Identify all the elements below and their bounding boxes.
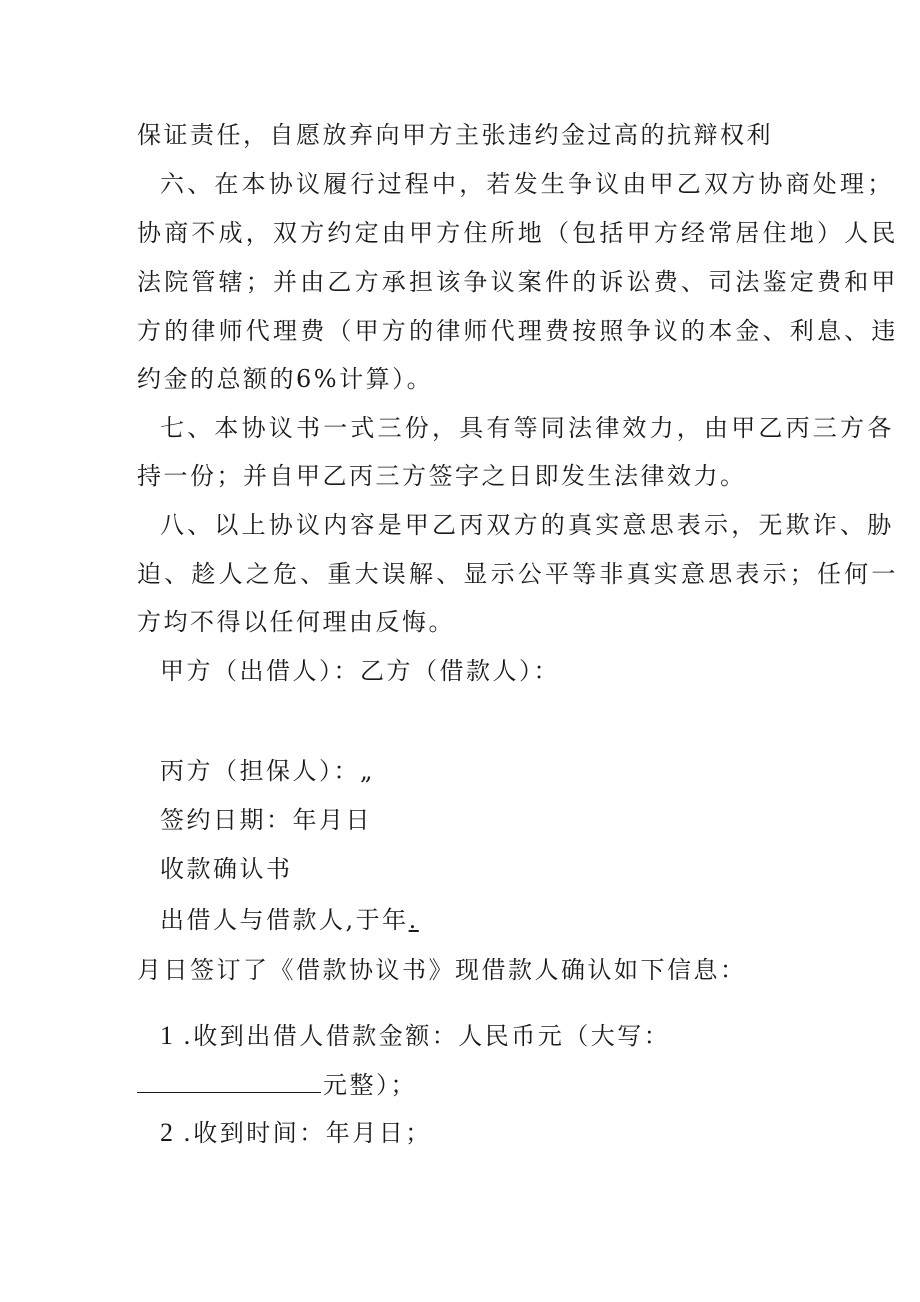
para6-line-4: 方的律师代理费（甲方的律师代理费按照争议的本金、利息、违 xyxy=(137,317,899,345)
para8-line-1: 八、以上协议内容是甲乙丙双方的真实意思表示，无欺诈、胁 xyxy=(160,511,895,539)
receipt-intro-mark: . xyxy=(408,906,419,934)
sign-date: 签约日期：年月日 xyxy=(160,806,372,834)
item-1-text: .收到出借人借款金额：人民币元（大写： xyxy=(183,1022,671,1050)
item-1-tail: 元整）； xyxy=(323,1071,417,1099)
item-1 xyxy=(160,1019,670,1053)
para6-line-3: 法院管辖；并由乙方承担该争议案件的诉讼费、司法鉴定费和甲 xyxy=(137,268,899,296)
para8-line-2: 迫、趁人之危、重大误解、显示公平等非真实意思表示；任何一 xyxy=(137,560,899,588)
receipt-intro-continued: 月日签订了《借款协议书》现借款人确认如下信息： xyxy=(137,956,747,984)
signature-party-c: 丙方（担保人）：„ xyxy=(160,757,375,785)
item-2 xyxy=(160,1116,432,1150)
item-2-text: .收到时间：年月日； xyxy=(183,1119,432,1147)
signature-party-ab: 甲方（出借人）：乙方（借款人）： xyxy=(160,657,560,685)
amount-blank-line xyxy=(137,1070,321,1093)
receipt-intro-main: 出借人与借款人,于年 xyxy=(160,906,409,934)
para6-line-2: 协商不成，双方约定由甲方住所地（包括甲方经常居住地）人民 xyxy=(137,219,899,247)
para5-tail: 保证责任，自愿放弃向甲方主张违约金过高的抗辩权利 xyxy=(137,121,773,149)
para6-line-1: 六、在本协议履行过程中，若发生争议由甲乙双方协商处理； xyxy=(160,170,895,198)
item-1-continued xyxy=(137,1068,417,1102)
item-1-number: 1 xyxy=(160,1021,173,1050)
receipt-title: 收款确认书 xyxy=(160,855,293,883)
item-2-number: 2 xyxy=(160,1118,173,1147)
para7-line-1: 七、本协议书一式三份，具有等同法律效力，由甲乙丙三方各 xyxy=(160,414,895,442)
para6-line-5: 约金的总额的6%计算）。 xyxy=(137,365,434,393)
para8-line-3: 方均不得以任何理由反悔。 xyxy=(137,608,455,636)
receipt-intro xyxy=(160,903,419,937)
para7-line-2: 持一份；并自甲乙丙三方签字之日即发生法律效力。 xyxy=(137,462,747,490)
